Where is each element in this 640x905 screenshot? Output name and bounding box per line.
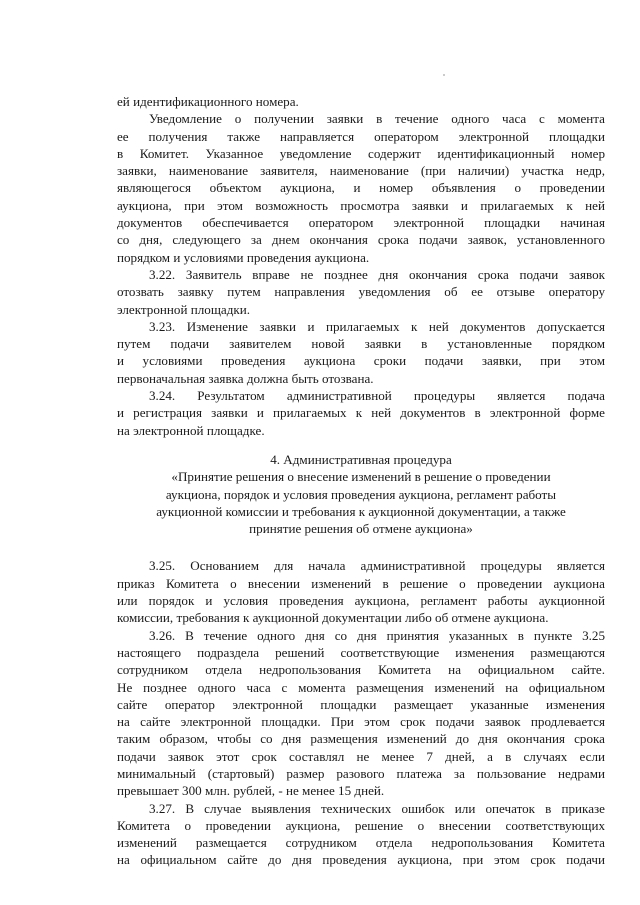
text-line: ей идентификационного номера. <box>117 94 299 109</box>
text-line: сотрудником отдела недропользования Комитета на официальном сайте. <box>117 662 605 678</box>
text-line: аукциона, при этом возможность просмотра заявки и прилагаемых к ней <box>117 197 605 213</box>
heading-line: аукционной комиссии и требования к аукционной документации, а также <box>156 503 566 519</box>
text-line: на электронной площадке. <box>117 422 265 438</box>
text-line: со дня, следующего за днем окончания срока подачи заявок, установленного <box>117 232 605 248</box>
paragraph-3-23 <box>117 318 605 387</box>
text-line: Комитета о проведении аукциона, решение о внесении соответствующих <box>117 817 605 833</box>
text-line: или порядок и условия проведения аукциона, регламент работы аукционной <box>117 593 605 609</box>
text-line: 3.26. В течение одного дня со дня принятия указанных в пункте 3.25 <box>149 627 605 643</box>
text-line: 3.25. Основанием для начала административной процедуры является <box>149 558 605 574</box>
paragraph-3-24 <box>117 387 605 439</box>
text-line: таким образом, чтобы со дня размещения изменений до дня окончания срока <box>117 731 605 747</box>
paragraph-3-22 <box>117 266 605 318</box>
text-line: минимальный (стартовый) размер разового платежа за пользование недрами <box>117 765 605 781</box>
text-line: 3.23. Изменение заявки и прилагаемых к ней документов допускается <box>149 318 605 334</box>
text-line: на сайте электронной площадки. При этом срок подачи заявок продлевается <box>117 714 605 730</box>
section-heading <box>117 451 605 537</box>
spacer <box>117 537 605 557</box>
text-line: 3.24. Результатом административной процедуры является подача <box>149 388 605 404</box>
text-line: превышает 300 млн. рублей, - не менее 15 дней. <box>117 783 385 799</box>
text-line: электронной площадки. <box>117 301 251 317</box>
paragraph-3-27 <box>117 800 605 869</box>
text-line: подачи заявок этот срок составлял не менее 7 дней, а в случаях если <box>117 748 605 764</box>
text-line: ее получения также направляется оператором электронной площадки <box>117 128 605 144</box>
text-line: первоначальная заявка должна быть отозвана. <box>117 370 374 386</box>
text-line: в Комитет. Указанное уведомление содержит идентификационный номер <box>117 145 605 161</box>
heading-line: принятие решения об отмене аукциона» <box>249 521 473 537</box>
document-body <box>117 93 605 869</box>
text-line: документов обеспечивается оператором электронной площадки начиная <box>117 215 605 231</box>
text-line: порядком и условиями проведения аукциона. <box>117 249 370 265</box>
text-line: Не позднее одного часа с момента размещения изменений на официальном <box>117 679 605 695</box>
text-line: изменений размещается сотрудником отдела недропользования Комитета <box>117 835 605 851</box>
paragraph-3-26 <box>117 627 605 800</box>
text-line: являющегося объектом аукциона, и номер объявления о проведении <box>117 180 605 196</box>
heading-line: аукциона, порядок и условия проведения аукциона, регламент работы <box>165 486 557 502</box>
scan-speck <box>443 74 445 76</box>
text-line: отозвать заявку путем направления уведомления об ее отзыве оператору <box>117 284 605 300</box>
text-line: и регистрация заявки и прилагаемых к ней документов в электронной форме <box>117 405 605 421</box>
text-line: приказ Комитета о внесении изменений в решение о проведении аукциона <box>117 575 605 591</box>
text-line: на официальном сайте до дня проведения аукциона, при этом срок подачи <box>117 852 605 868</box>
text-line: и условиями проведения аукциона сроки подачи заявки, при этом <box>117 353 605 369</box>
text-line: Уведомление о получении заявки в течение одного часа с момента <box>149 111 605 127</box>
text-line: 3.22. Заявитель вправе не позднее дня окончания срока подачи заявок <box>149 266 605 282</box>
heading-line: «Принятие решения о внесение изменений в решение о проведении <box>171 469 551 485</box>
text-line: настоящего подраздела решений соответствующие изменения размещаются <box>117 644 605 660</box>
heading-line: 4. Административная процедура <box>270 451 452 467</box>
text-line: сайте оператор электронной площадки размещает указанные изменения <box>117 696 605 712</box>
text-line: путем подачи заявителем новой заявки в установленные порядком <box>117 336 605 352</box>
paragraph-3-25 <box>117 557 605 626</box>
paragraph-notification <box>117 110 605 266</box>
text-line: заявки, наименование заявителя, наименование (при наличии) участка недр, <box>117 163 605 179</box>
text-line: комиссии, требования к аукционной документации либо об отмене аукциона. <box>117 610 549 626</box>
text-line: 3.27. В случае выявления технических ошибок или опечаток в приказе <box>149 800 605 816</box>
